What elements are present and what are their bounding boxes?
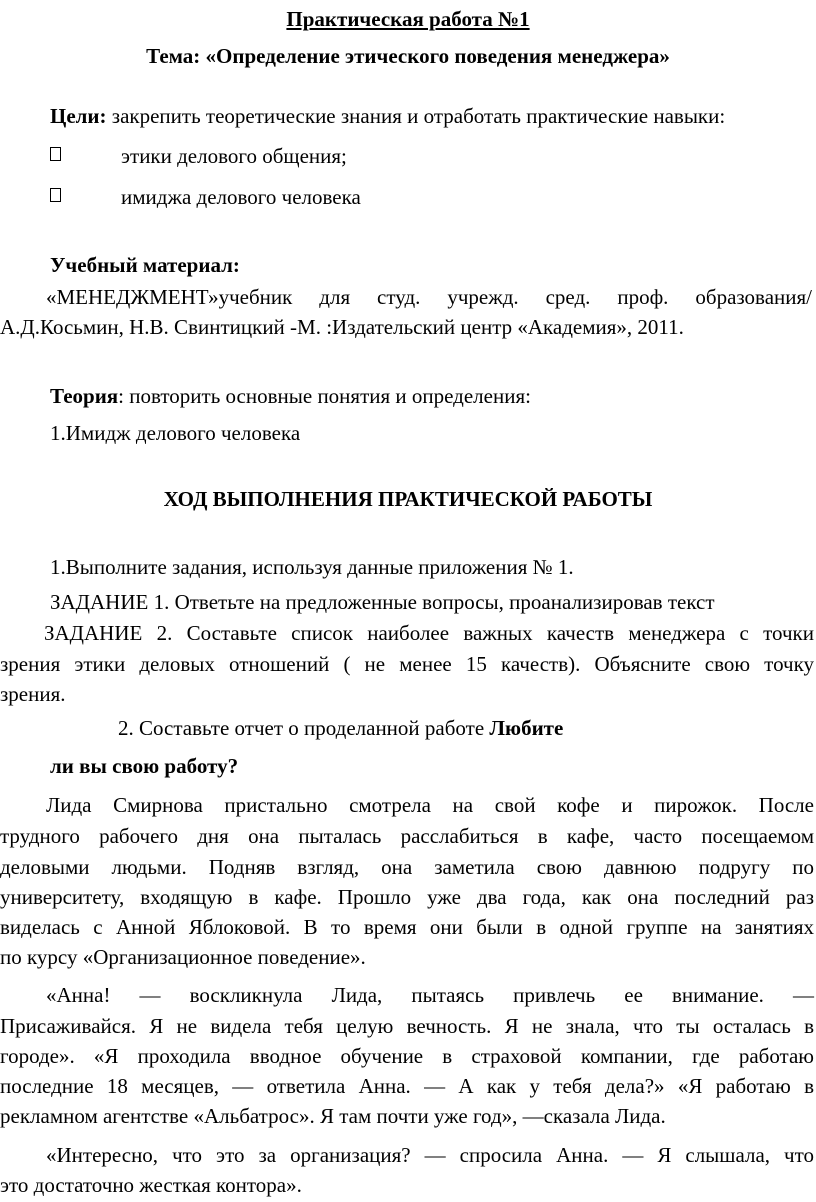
- goals-text: закрепить теоретические знания и отработать практические навыки:: [106, 104, 726, 128]
- story-p2-line-3: городе». «Я проходила вводное обучение в страховой компании, где работаю: [0, 1044, 814, 1068]
- step-2-text: 2. Составьте отчет о проделанной работе: [118, 716, 490, 740]
- topic-line: Тема: «Определение этического поведения менеджера»: [146, 44, 670, 68]
- story-p3-line-2: это достаточно жесткая контора».: [0, 1173, 302, 1197]
- task-1: ЗАДАНИЕ 1. Ответьте на предложенные вопросы, проанализировав текст: [50, 590, 715, 614]
- story-p3-line-1: «Интересно, что это за организация? — спросила Анна. — Я слышала, что: [46, 1143, 814, 1167]
- bullet-box-icon: [50, 147, 61, 161]
- goal-item-1: этики делового общения;: [121, 144, 347, 168]
- document-title: Практическая работа №1: [286, 7, 530, 31]
- story-p2-line-2: Присаживайся. Я не видела тебя целую вечность. Я не знала, что ты осталась в: [0, 1014, 814, 1038]
- theory-label: Теория: [50, 384, 119, 408]
- section-heading: ХОД ВЫПОЛНЕНИЯ ПРАКТИЧЕСКОЙ РАБОТЫ: [163, 487, 653, 511]
- theory-text: : повторить основные понятия и определения:: [118, 384, 531, 408]
- story-p1-line-2: трудного рабочего дня она пыталась расслабиться в кафе, часто посещаемом: [0, 824, 814, 848]
- story-p2-line-5: рекламном агентстве «Альбатрос». Я там почти уже год», —сказала Лида.: [0, 1104, 666, 1128]
- story-p1-line-1: Лида Смирнова пристально смотрела на свой кофе и пирожок. После: [46, 793, 814, 817]
- story-p1-line-4: университету, входящую в кафе. Прошло уже два года, как она последний раз: [0, 885, 814, 909]
- task-2-line-2: зрения этики деловых отношений ( не менее 15 качеств). Объясните свою точку: [0, 652, 814, 676]
- story-p1-line-5: виделась с Анной Яблоковой. В то время они были в одной группе на занятиях: [0, 915, 814, 939]
- goals-line: [50, 101, 725, 131]
- theory-line: [50, 381, 531, 411]
- story-p2-line-4: последние 18 месяцев, — ответила Анна. — А как у тебя дела?» «Я работаю в: [0, 1074, 814, 1098]
- goals-label: Цели:: [50, 104, 107, 128]
- material-line-1: «МЕНЕДЖМЕНТ»учебник для студ. учрежд. сред. проф. образования/: [46, 285, 812, 309]
- task-2-line-1: ЗАДАНИЕ 2. Составьте список наиболее важных качеств менеджера с точки: [44, 621, 814, 645]
- story-title-part-2: ли вы свою работу?: [50, 754, 239, 778]
- story-p1-line-6: по курсу «Организационное поведение».: [0, 945, 366, 969]
- material-label: Учебный материал:: [50, 253, 240, 277]
- step-2-line: [118, 713, 563, 743]
- step-1: 1.Выполните задания, используя данные приложения № 1.: [50, 555, 574, 579]
- goal-item-2: имиджа делового человека: [121, 185, 361, 209]
- bullet-box-icon: [50, 188, 61, 202]
- story-p2-line-1: «Анна! — воскликнула Лида, пытаясь привлечь ее внимание. —: [46, 983, 814, 1007]
- story-p1-line-3: деловыми людьми. Подняв взгляд, она заметила свою давнюю подругу по: [0, 855, 814, 879]
- theory-item: 1.Имидж делового человека: [50, 421, 301, 445]
- task-2-line-3: зрения.: [0, 682, 66, 706]
- material-line-2: А.Д.Косьмин, Н.В. Свинтицкий -М. :Издательский центр «Академия», 2011.: [0, 315, 684, 339]
- story-title-part-1: Любите: [489, 716, 564, 740]
